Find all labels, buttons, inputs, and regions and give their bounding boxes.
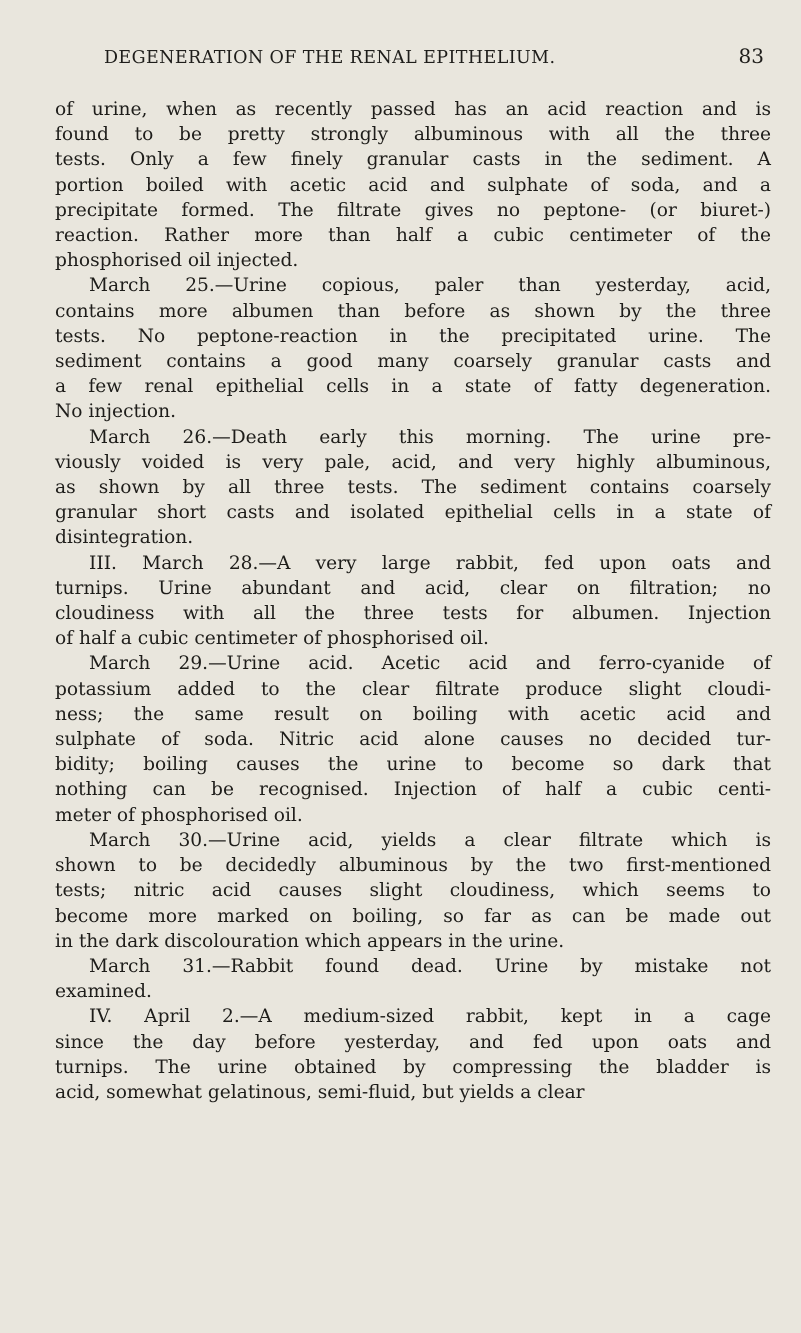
text-line: tests. No peptone-reaction in the precipitated urine. The (55, 325, 771, 347)
text-line: tests; nitric acid causes slight cloudiness, which seems to (55, 880, 771, 902)
text-line: phosphorised oil injected. (55, 250, 299, 272)
text-line: in the dark discolouration which appears in the urine. (55, 930, 565, 952)
text-line: a few renal epithelial cells in a state of fatty degeneration. (55, 376, 771, 398)
text-line: of half a cubic centimeter of phosphorised oil. (55, 628, 489, 650)
text-line: III. March 28.—A very large rabbit, fed upon oats and (89, 552, 771, 574)
text-line: bidity; boiling causes the urine to become so dark that (55, 754, 771, 776)
text-line: disintegration. (55, 527, 194, 549)
text-line: No injection. (55, 401, 176, 423)
text-line: turnips. Urine abundant and acid, clear on filtration; no (55, 577, 771, 599)
text-line: become more marked on boiling, so far as can be made out (55, 905, 771, 927)
text-line: March 25.—Urine copious, paler than yesterday, acid, (89, 275, 771, 297)
text-line: March 29.—Urine acid. Acetic acid and ferro-cyanide of (89, 653, 771, 675)
text-line: meter of phosphorised oil. (55, 804, 303, 826)
text-line: acid, somewhat gelatinous, semi-fluid, but yields a clear (55, 1081, 585, 1103)
page-number: 83 (738, 44, 764, 68)
text-line: examined. (55, 981, 152, 1003)
text-line: nothing can be recognised. Injection of half a cubic centi- (55, 779, 771, 801)
text-line: tests. Only a few finely granular casts in the sediment. A (55, 149, 771, 171)
text-line: granular short casts and isolated epithelial cells in a state of (55, 502, 771, 524)
text-line: viously voided is very pale, acid, and very highly albuminous, (55, 451, 771, 473)
text-line: March 30.—Urine acid, yields a clear filtrate which is (89, 829, 771, 851)
text-line: as shown by all three tests. The sediment contains coarsely (55, 477, 771, 499)
text-line: March 31.—Rabbit found dead. Urine by mistake not (89, 955, 771, 977)
text-line: found to be pretty strongly albuminous with all the three (55, 124, 771, 146)
text-line: potassium added to the clear filtrate produce slight cloudi- (55, 678, 771, 700)
text-line: turnips. The urine obtained by compressing the bladder is (55, 1056, 771, 1078)
text-line: March 26.—Death early this morning. The urine pre- (89, 426, 771, 448)
text-line: precipitate formed. The filtrate gives no peptone- (or biuret-) (55, 199, 771, 221)
text-line: contains more albumen than before as shown by the three (55, 300, 771, 322)
running-header (104, 44, 764, 68)
body-text (55, 97, 771, 1105)
text-line: of urine, when as recently passed has an acid reaction and is (55, 99, 771, 120)
text-line: sulphate of soda. Nitric acid alone causes no decided tur- (55, 729, 771, 751)
text-line: sediment contains a good many coarsely granular casts and (55, 351, 771, 373)
text-line: reaction. Rather more than half a cubic centimeter of the (55, 225, 771, 247)
text-line: cloudiness with all the three tests for albumen. Injection (55, 603, 771, 625)
text-line: portion boiled with acetic acid and sulphate of soda, and a (55, 174, 771, 196)
text-line: IV. April 2.—A medium-sized rabbit, kept in a cage (89, 1006, 771, 1028)
text-line: since the day before yesterday, and fed upon oats and (55, 1031, 771, 1053)
running-title: DEGENERATION OF THE RENAL EPITHELIUM. (104, 48, 556, 68)
text-line: ness; the same result on boiling with acetic acid and (55, 703, 771, 725)
text-line: shown to be decidedly albuminous by the two first-mentioned (55, 855, 771, 877)
